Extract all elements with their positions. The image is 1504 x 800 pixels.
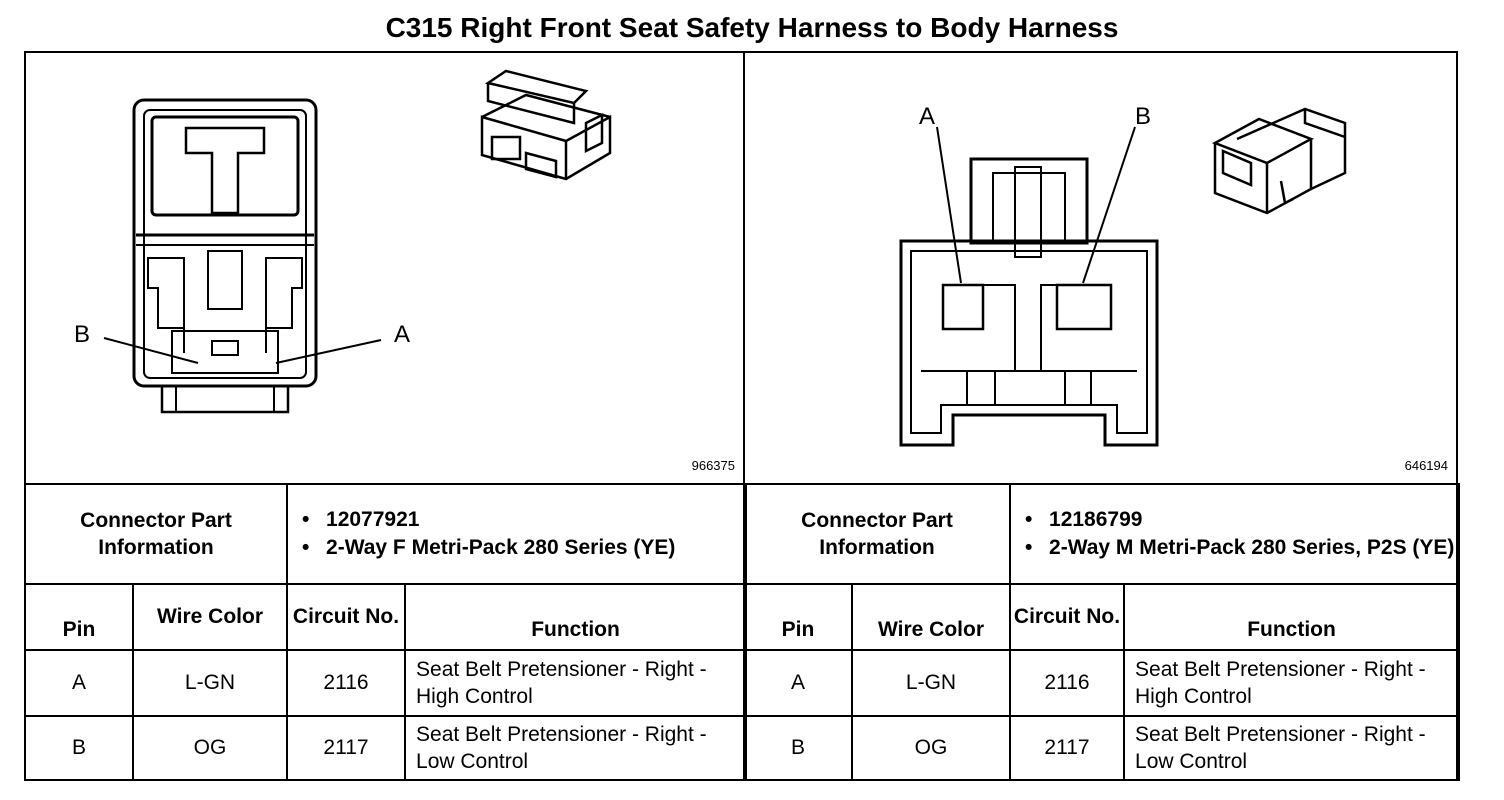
left-connector-table <box>24 483 747 781</box>
col-header-wire-color: Wire Color <box>133 584 287 650</box>
left-drawing-panel <box>26 53 745 485</box>
circuit-cell: 2117 <box>287 716 405 780</box>
col-header-circuit: Circuit No. <box>287 584 405 650</box>
function-cell: Seat Belt Pretensioner - Right - Low Control <box>405 716 746 780</box>
connector-frame <box>24 51 1458 781</box>
circuit-cell: 2117 <box>1010 716 1124 780</box>
part-description: 2-Way F Metri-Pack 280 Series (YE) <box>326 536 676 559</box>
right-drawing-panel <box>745 53 1456 485</box>
figure-number: 646194 <box>1404 458 1448 473</box>
circuit-cell: 2116 <box>1010 650 1124 716</box>
col-header-function: Function <box>1124 584 1459 650</box>
pin-a-callout: A <box>919 103 936 130</box>
circuit-cell: 2116 <box>287 650 405 716</box>
part-description: 2-Way M Metri-Pack 280 Series, P2S (YE) <box>1049 536 1455 559</box>
part-info-row <box>25 484 746 584</box>
table-row <box>744 716 1459 780</box>
function-cell: Seat Belt Pretensioner - Right - High Control <box>405 650 746 716</box>
col-header-circuit: Circuit No. <box>1010 584 1124 650</box>
table-row <box>744 650 1459 716</box>
pin-b-callout: B <box>1135 103 1152 130</box>
male-connector-face-drawing <box>745 53 1456 485</box>
col-header-pin: Pin <box>25 584 133 650</box>
pin-cell: A <box>25 650 133 716</box>
connector-part-label: Connector Part Information <box>744 484 1010 584</box>
wire-color-cell: OG <box>852 716 1010 780</box>
page-title: C315 Right Front Seat Safety Harness to Body Harness <box>385 12 1119 43</box>
right-connector-table <box>743 483 1460 781</box>
part-info-row <box>744 484 1459 584</box>
col-header-wire-color: Wire Color <box>852 584 1010 650</box>
col-header-pin: Pin <box>744 584 852 650</box>
table-row <box>25 650 746 716</box>
figure-number: 966375 <box>691 458 735 473</box>
part-number: 12186799 <box>1049 508 1143 531</box>
header-row <box>25 584 746 650</box>
pin-cell: A <box>744 650 852 716</box>
wire-color-cell: L-GN <box>852 650 1010 716</box>
pin-a-callout: A <box>394 321 411 348</box>
part-number: 12077921 <box>326 508 420 531</box>
header-row <box>744 584 1459 650</box>
function-cell: Seat Belt Pretensioner - Right - Low Control <box>1124 716 1459 780</box>
wire-color-cell: L-GN <box>133 650 287 716</box>
connector-part-info: • 12077921 • 2-Way F Metri-Pack 280 Series (YE) <box>287 484 746 584</box>
pin-b-callout: B <box>74 321 91 348</box>
function-cell: Seat Belt Pretensioner - Right - High Control <box>1124 650 1459 716</box>
connector-part-label: Connector Part Information <box>25 484 287 584</box>
connector-part-info: • 12186799 • 2-Way M Metri-Pack 280 Series, P2S (YE) <box>1010 484 1459 584</box>
table-row <box>25 716 746 780</box>
female-connector-face-drawing <box>26 53 743 485</box>
pin-cell: B <box>25 716 133 780</box>
wire-color-cell: OG <box>133 716 287 780</box>
pin-cell: B <box>744 716 852 780</box>
col-header-function: Function <box>405 584 746 650</box>
